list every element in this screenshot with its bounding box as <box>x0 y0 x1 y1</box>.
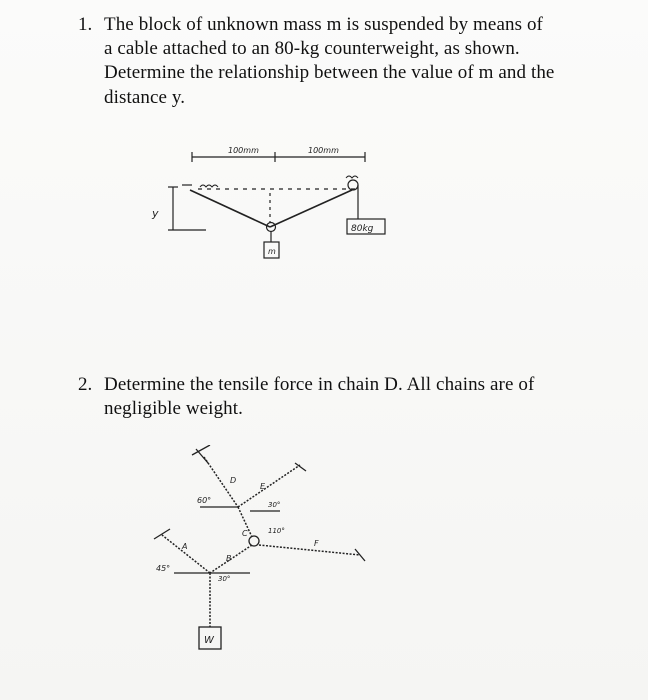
figure-2-chain-diagram <box>140 445 380 665</box>
y-label: y <box>152 207 159 220</box>
label-chain-C: C <box>242 529 248 538</box>
problem-1-line-2: a cable attached to an 80-kg counterweight, as shown. <box>104 38 520 59</box>
label-chain-E: E <box>260 482 266 491</box>
problem-2-line-2: negligible weight. <box>104 398 243 419</box>
problem-1-line-4: distance y. <box>104 87 186 108</box>
block-m-label: m <box>268 247 276 256</box>
problem-1-line-3: Determine the relationship between the value of m and the <box>104 62 555 83</box>
label-angle-60: 60° <box>197 496 212 505</box>
problem-1-number: 1. <box>78 14 93 35</box>
chain-F <box>259 545 360 555</box>
label-chain-D: D <box>230 476 237 485</box>
cable-left <box>190 190 270 227</box>
problem-2-line-1: Determine the tensile force in chain D. All chains are of <box>104 374 535 395</box>
cable-right <box>270 190 352 227</box>
label-angle-110: 110° <box>268 527 285 535</box>
counterweight-label: 80kg <box>351 224 374 234</box>
figure-1-cable-diagram <box>140 135 420 275</box>
label-angle-45: 45° <box>156 564 171 573</box>
label-angle-30-top: 30° <box>268 501 281 509</box>
dim-label-right: 100mm <box>308 146 339 155</box>
problem-2-number: 2. <box>78 374 93 395</box>
label-chain-F: F <box>314 539 319 548</box>
ring-C <box>249 536 259 546</box>
label-chain-A: A <box>182 542 188 551</box>
label-angle-30-bottom: 30° <box>218 575 231 583</box>
label-weight-W: W <box>204 635 214 646</box>
dim-label-left: 100mm <box>228 146 259 155</box>
problem-1-line-1: The block of unknown mass m is suspended by means of <box>104 14 543 35</box>
label-chain-B: B <box>226 554 232 563</box>
